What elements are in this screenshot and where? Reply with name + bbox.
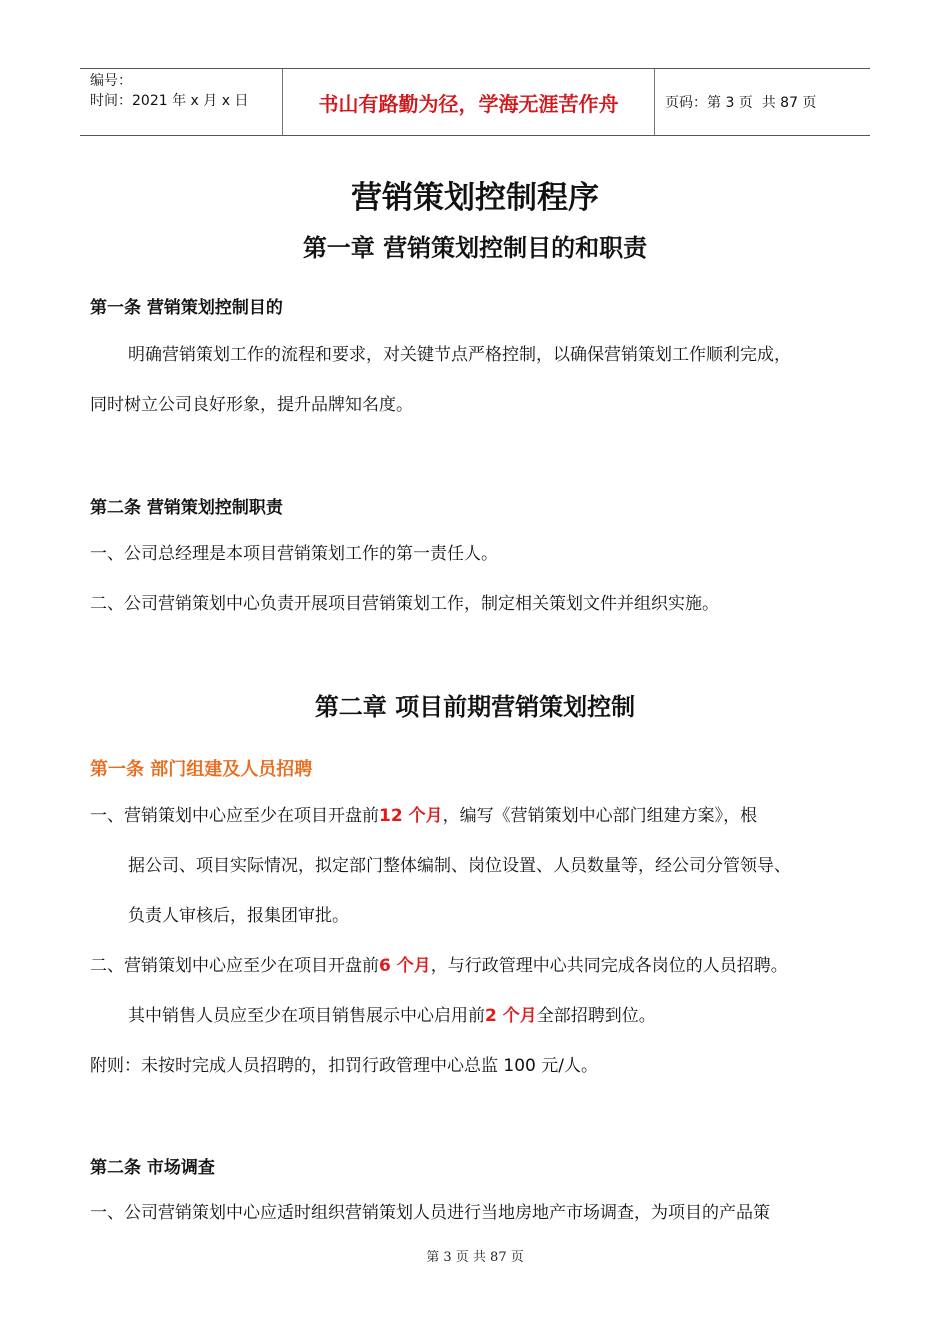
header-meta (80, 69, 282, 135)
ch2-art1-item2-post: ，与行政管理中心共同完成各岗位的人员招聘。 (430, 956, 788, 976)
header-motto: 书山有路勤为径，学海无涯苦作舟 (282, 69, 655, 135)
ch2-art1-item2-line2 (90, 991, 880, 1041)
chapter1-title: 第一章 营销策划控制目的和职责 (302, 234, 648, 262)
ch1-art1-line2: 同时树立公司良好形象，提升品牌知名度。 (90, 395, 413, 415)
page-footer (0, 1246, 950, 1265)
ch1-art1-heading: 第一条 营销策划控制目的 (90, 298, 283, 318)
ch2-art1-item2-emphasis: 6 个月 (379, 956, 431, 976)
header-number: 编号： (90, 73, 132, 89)
page-header (80, 68, 870, 136)
ch2-art1-item1-pre: 一、营销策划中心应至少在项目开盘前 (90, 806, 379, 826)
footer-page-number: 第 3 页 共 87 页 (426, 1250, 524, 1265)
document-title: 营销策划控制程序 (351, 180, 599, 216)
ch1-art2-item1: 一、公司总经理是本项目营销策划工作的第一责任人。 (90, 544, 498, 564)
ch2-art2-list (90, 1188, 880, 1238)
header-time: 时间：2021 年 x 月 x 日 (90, 93, 249, 109)
ch2-art1-list (90, 791, 880, 1091)
ch2-art1-item1-line2: 据公司、项目实际情况，拟定部门整体编制、岗位设置、人员数量等，经公司分管领导、 (128, 856, 791, 876)
ch2-art1-note: 附则：未按时完成人员招聘的，扣罚行政管理中心总监 100 元/人。 (90, 1056, 598, 1076)
ch1-art1-paragraph (90, 330, 880, 430)
ch1-art1-line1: 明确营销策划工作的流程和要求，对关键节点严格控制，以确保营销策划工作顺利完成， (128, 345, 791, 365)
ch2-art1-item2-line2-emphasis: 2 个月 (485, 1006, 537, 1026)
ch2-art2-heading: 第二条 市场调查 (90, 1158, 215, 1178)
ch2-art1-item2-pre: 二、营销策划中心应至少在项目开盘前 (90, 956, 379, 976)
ch2-art2-item1: 一、公司营销策划中心应适时组织营销策划人员进行当地房地产市场调查，为项目的产品策 (90, 1203, 770, 1223)
ch2-art1-item1 (90, 791, 880, 841)
ch1-art2-item2: 二、公司营销策划中心负责开展项目营销策划工作，制定相关策划文件并组织实施。 (90, 594, 719, 614)
ch2-art1-item1-emphasis: 12 个月 (379, 806, 443, 826)
ch1-art2-heading: 第二条 营销策划控制职责 (90, 498, 283, 518)
ch2-art1-item2-line2-post: 全部招聘到位。 (536, 1006, 656, 1026)
header-page-info-text: 页码：第 3 页 共 87 页 (665, 95, 817, 111)
ch2-art1-heading: 第一条 部门组建及人员招聘 (90, 759, 313, 780)
header-page-info (655, 69, 870, 135)
chapter2-title: 第二章 项目前期营销策划控制 (314, 693, 636, 721)
ch2-art1-item2-line2-pre: 其中销售人员应至少在项目销售展示中心启用前 (128, 1006, 485, 1026)
ch2-art1-item2 (90, 941, 880, 991)
ch2-art1-item1-line3: 负责人审核后，报集团审批。 (128, 906, 349, 926)
ch2-art1-item1-post: ，编写《营销策划中心部门组建方案》，根 (442, 806, 758, 826)
ch1-art2-list (90, 529, 880, 629)
